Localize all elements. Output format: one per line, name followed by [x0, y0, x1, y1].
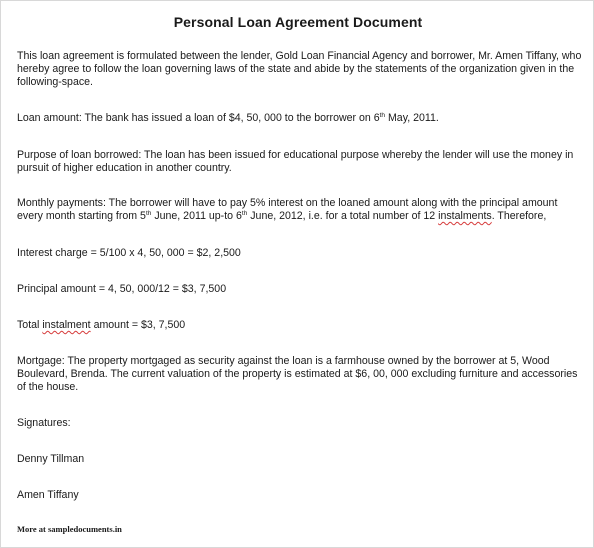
signatures-label: Signatures:: [17, 417, 71, 429]
monthly-payments-text: . Therefore,: [491, 210, 547, 222]
document-title: Personal Loan Agreement Document: [173, 14, 423, 30]
spellcheck-word: instalment: [42, 319, 91, 331]
principal-amount-line: Principal amount = 4, 50, 000/12 = $3, 7,500: [17, 283, 227, 295]
loan-amount-paragraph: [17, 112, 583, 125]
spellcheck-word: instalments: [438, 210, 492, 222]
mortgage-paragraph: Mortgage: The property mortgaged as security against the loan is a farmhouse owned by the borrower at 5, Wood Boulevard, Brenda. The current valuation of the property is estimated at $6, 00, 000 excluding furniture and accessories of the house.: [17, 355, 578, 393]
signatory-name: Denny Tillman: [17, 453, 85, 465]
footer-credit: [17, 524, 122, 534]
purpose-paragraph: Purpose of loan borrowed: The loan has been issued for educational purpose whereby the lender will use the money in pursuit of higher education in another country.: [17, 149, 574, 174]
loan-amount-text: Loan amount: The bank has issued a loan of $4, 50, 000 to the borrower on 6: [17, 112, 380, 124]
footer-site-link[interactable]: sampledocuments.in: [48, 524, 122, 534]
loan-amount-date: May, 2011.: [385, 112, 439, 124]
ordinal-suffix: th: [241, 210, 248, 217]
monthly-payments-paragraph: [17, 197, 583, 223]
total-instalment-line: [17, 319, 583, 332]
monthly-payments-text: Monthly payments: The borrower will have to pay 5% interest on the loaned amount along with the principal amount every month starting from 5: [17, 197, 558, 222]
intro-paragraph: This loan agreement is formulated between the lender, Gold Loan Financial Agency and borrower, Mr. Amen Tiffany, who hereby agree to follow the loan governing laws of the state and abide by the statements of the organization given in the following-space.: [17, 50, 582, 88]
interest-charge-line: Interest charge = 5/100 x 4, 50, 000 = $2, 2,500: [17, 247, 241, 259]
ordinal-suffix: th: [379, 112, 386, 119]
footer-prefix: More at: [17, 524, 48, 534]
monthly-payments-text: June, 2011 up-to 6: [151, 210, 242, 222]
monthly-payments-text: June, 2012, i.e. for a total number of 12: [247, 210, 439, 222]
signatory-name: Amen Tiffany: [17, 489, 79, 501]
total-instalment-text: amount = $3, 7,500: [90, 319, 186, 331]
total-instalment-text: Total: [17, 319, 43, 331]
ordinal-suffix: th: [145, 210, 152, 217]
